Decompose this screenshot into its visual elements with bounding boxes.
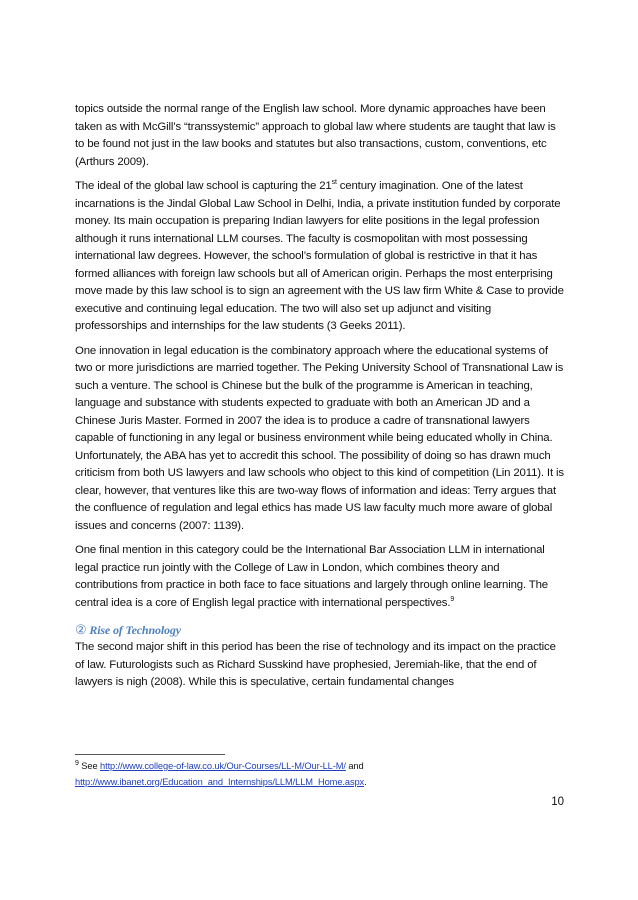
section-heading [75, 621, 565, 639]
paragraph-4-text: One final mention in this category could be the International Bar Association LLM in international legal practice run jointly with the College of Law in London, which combines theory and contributions from practice in both face to face situations and largely through online learning. The central idea is a core of English legal practice with international perspectives. [75, 544, 548, 609]
footnote-link-college-of-law[interactable]: http://www.college-of-law.co.uk/Our-Courses/LL-M/Our-LL-M/ [100, 761, 346, 771]
paragraph-4 [75, 542, 565, 612]
paragraph-1: topics outside the normal range of the English law school. More dynamic approaches have been taken as with McGill’s “transsystemic” approach to global law where students are taught that law is to be found not just in the law books and statutes but also transactions, custom, conventions, etc (Arthurs 2009). [75, 103, 556, 168]
footnote-see: See [81, 761, 98, 771]
paragraph-2 [75, 178, 565, 336]
paragraph-2-text-a: The ideal of the global law school is capturing the 21 [75, 180, 332, 192]
footnote-and: and [348, 761, 364, 771]
footnote-divider [75, 754, 225, 755]
section-number: ② [75, 622, 87, 637]
footnote-reference-9[interactable]: 9 [450, 595, 455, 603]
body-text [75, 101, 565, 692]
footnote-end: . [364, 776, 367, 787]
footnote [75, 759, 565, 790]
ordinal-superscript: st [331, 179, 337, 187]
paragraph-2-text-b: century imagination. One of the latest incarnations is the Jindal Global Law School in Delhi, India, a private institution funded by corporate money. Its main occupation is preparing Indian lawyers for elite positions in the legal profession although it runs international LLM courses. The faculty is cosmopolitan with most possessing international law degrees. However, the school’s formulation of global is restrictive in that it has formed alliances with foreign law schools but all of American origin. Perhaps the most enterprising move made by this law school is to sign an agreement with the US law firm White & Case to provide executive and continuing legal education. The two will also set up adjunct and visiting professorships and internships for the law students (3 Geeks 2011). [75, 180, 564, 332]
footnote-mark: 9 [75, 759, 79, 767]
section-title: Rise of Technology [89, 623, 181, 637]
footnote-link-ibanet[interactable]: http://www.ibanet.org/Education_and_Internships/LLM/LLM_Home.aspx [75, 776, 365, 787]
page-number: 10 [551, 796, 564, 808]
paragraph-5: The second major shift in this period has been the rise of technology and its impact on the practice of law. Futurologists such as Richard Susskind have prophesied, Jeremiah-like, that the end of lawyers is nigh (2008). While this is speculative, certain fundamental changes [75, 641, 556, 688]
paragraph-3: One innovation in legal education is the combinatory approach where the educational systems of two or more jurisdictions are married together. The Peking University School of Transnational Law is such a venture. The school is Chinese but the bulk of the programme is American in teaching, language and substance with students expected to graduate with both an American JD and a Chinese Juris Master. Formed in 2007 the idea is to produce a cadre of transnational lawyers capable of functioning in any legal or business environment while being educated wholly in China. Unfortunately, the ABA has yet to accredit this school. The possibility of doing so has drawn much criticism from both US lawyers and law schools who object to this kind of competition (Lin 2011). It is clear, however, that ventures like this are two-way flows of information and ideas: Terry argues that the confluence of regulation and legal ethics has made US law faculty much more aware of global issues and concerns (2007: 1139). [75, 344, 564, 532]
